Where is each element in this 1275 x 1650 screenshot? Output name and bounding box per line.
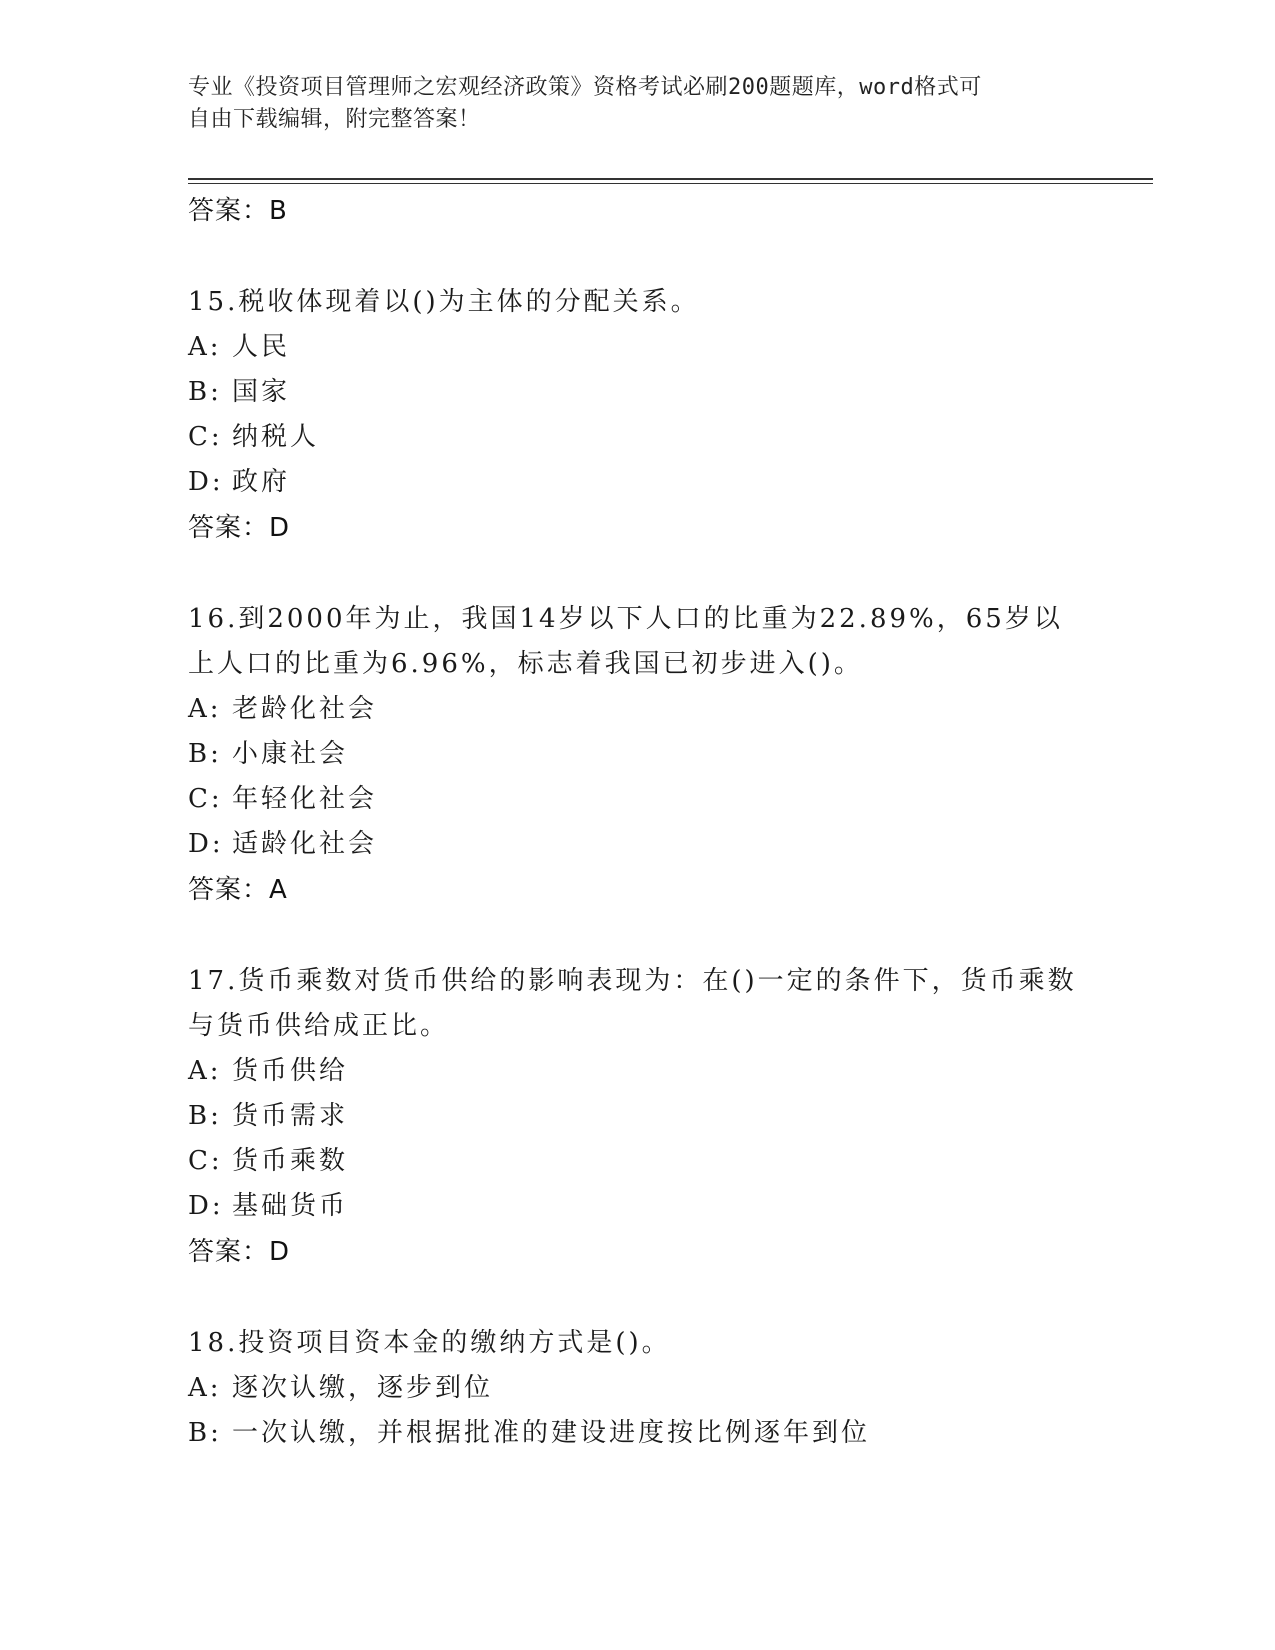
header-divider	[188, 178, 1153, 180]
header-note-line: 自由下载编辑，附完整答案！	[188, 107, 481, 132]
option-c	[188, 777, 1088, 822]
option-letter: B:	[188, 377, 222, 407]
option-text: 小康社会	[232, 739, 349, 769]
option-text: 政府	[232, 467, 291, 497]
option-letter: A:	[188, 1056, 222, 1086]
option-letter: B:	[188, 1418, 222, 1448]
option-text: 人民	[232, 332, 291, 362]
option-letter: A:	[188, 694, 222, 724]
option-letter: D:	[188, 829, 224, 859]
option-b	[188, 732, 1088, 777]
option-text: 一次认缴，并根据批准的建设进度按比例逐年到位	[232, 1418, 871, 1448]
option-b	[188, 1094, 1088, 1139]
option-a	[188, 687, 1088, 732]
option-text: 逐次认缴，逐步到位	[232, 1373, 494, 1403]
question-list	[188, 188, 1088, 1456]
answer-line: 答案：B	[188, 196, 288, 226]
option-letter: D:	[188, 467, 224, 497]
option-text: 适龄化社会	[232, 829, 378, 859]
answer-line: 答案：D	[188, 1237, 291, 1267]
option-text: 纳税人	[232, 422, 320, 452]
option-b	[188, 370, 1088, 415]
option-letter: B:	[188, 739, 222, 769]
option-letter: C:	[188, 1146, 223, 1176]
header-divider-thin	[188, 183, 1153, 184]
question-stem: 18.投资项目资本金的缴纳方式是()。	[188, 1328, 671, 1358]
option-c	[188, 1139, 1088, 1184]
option-text: 货币需求	[232, 1101, 349, 1131]
option-letter: C:	[188, 422, 223, 452]
option-d	[188, 460, 1088, 505]
option-text: 年轻化社会	[232, 784, 378, 814]
question-block	[188, 280, 1088, 551]
question-stem: 15.税收体现着以()为主体的分配关系。	[188, 287, 700, 317]
option-letter: D:	[188, 1191, 224, 1221]
answer-line: 答案：D	[188, 513, 291, 543]
question-stem: 16.到2000年为止，我国14岁以下人口的比重为22.89%，65岁以上人口的比重为6.96%，标志着我国已初步进入()。	[188, 604, 1063, 679]
question-stem: 17.货币乘数对货币供给的影响表现为：在()一定的条件下，货币乘数与货币供给成正比。	[188, 966, 1077, 1041]
option-d	[188, 1184, 1088, 1229]
header-note	[188, 72, 1088, 136]
option-letter: B:	[188, 1101, 222, 1131]
option-text: 国家	[232, 377, 291, 407]
option-d	[188, 822, 1088, 867]
option-b	[188, 1411, 1088, 1456]
option-letter: A:	[188, 332, 222, 362]
answer-line: 答案：A	[188, 875, 288, 905]
question-block	[188, 959, 1088, 1275]
option-letter: C:	[188, 784, 223, 814]
option-a	[188, 1366, 1088, 1411]
option-letter: A:	[188, 1373, 222, 1403]
option-a	[188, 325, 1088, 370]
header-note-line: 专业《投资项目管理师之宏观经济政策》资格考试必刷200题题库，word格式可	[188, 75, 982, 100]
option-text: 货币乘数	[232, 1146, 349, 1176]
option-text: 货币供给	[232, 1056, 349, 1086]
question-block	[188, 597, 1088, 913]
question-block	[188, 1321, 1088, 1456]
option-text: 基础货币	[232, 1191, 349, 1221]
option-a	[188, 1049, 1088, 1094]
option-c	[188, 415, 1088, 460]
option-text: 老龄化社会	[232, 694, 378, 724]
